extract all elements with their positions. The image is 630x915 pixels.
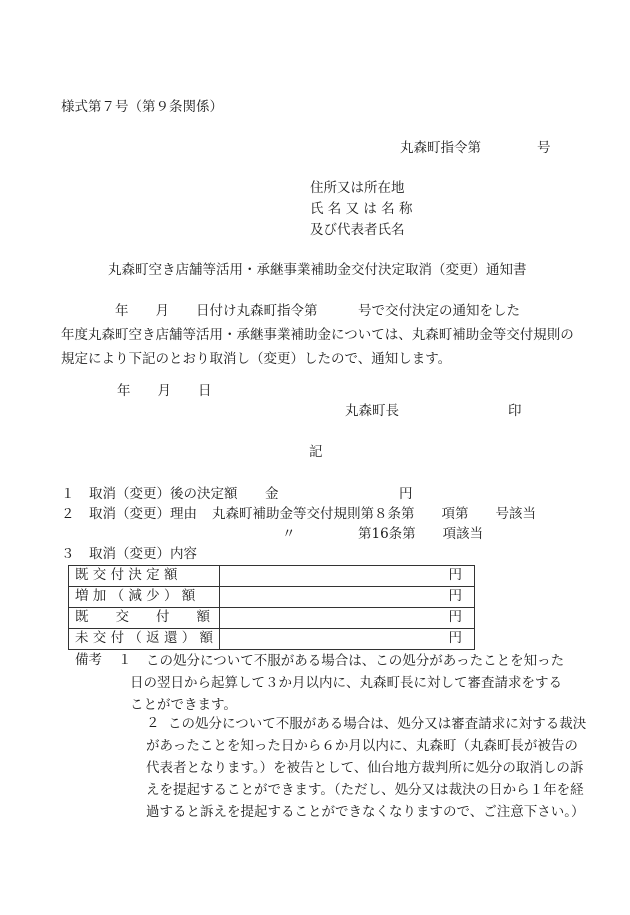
row-label-unpaid-refund: 未 交 付 （ 返 還 ） 額 [69, 629, 220, 650]
table-row [69, 608, 475, 629]
row-label-increase-decrease: 増 加 （ 減 少 ） 額 [69, 587, 220, 608]
item-1-number: １ [61, 486, 75, 502]
row-value-already-decided: 円 [220, 566, 475, 587]
doc-number-suffix: 号 [537, 140, 551, 156]
item-1-kin: 金 [265, 486, 279, 502]
recipient-representative-label: 及び代表者氏名 [310, 222, 405, 238]
item-2-ditto-mark: 〃 [282, 526, 296, 542]
item-3-number: ３ [61, 546, 75, 562]
item-1-yen: 円 [399, 486, 413, 502]
table-row [69, 587, 475, 608]
body-line-3: 規定により下記のとおり取消し（変更）したので、通知します。 [61, 351, 452, 367]
amount-table [68, 565, 475, 650]
row-value-already-paid: 円 [220, 608, 475, 629]
issuer-name: 丸森町長 [345, 403, 399, 419]
table-row [69, 629, 475, 650]
item-2-number: ２ [61, 506, 75, 522]
remark-1-number: １ [118, 652, 132, 668]
item-3-label: 取消（変更）内容 [89, 546, 197, 562]
remark-1-line-3: ことができます。 [130, 697, 237, 713]
recipient-name-label: 氏 名 又 は 名 称 [310, 201, 413, 217]
row-label-already-decided: 既 交 付 決 定 額 [69, 566, 220, 587]
item-1-label: 取消（変更）後の決定額 [89, 486, 238, 502]
doc-number-prefix: 丸森町指令第 [400, 140, 481, 156]
remarks-heading: 備考 [75, 652, 102, 668]
row-value-unpaid-refund: 円 [220, 629, 475, 650]
remark-1-line-2: 日の翌日から起算して３か月以内に、丸森町長に対して審査請求をする [130, 675, 562, 691]
remark-2-number: ２ [146, 715, 160, 731]
form-label: 様式第７号（第９条関係） [61, 99, 223, 115]
remark-1-line-1: この処分について不服がある場合は、この処分があったことを知った [146, 653, 565, 669]
item-2-label: 取消（変更）理由 [89, 506, 197, 522]
remark-2-line-5: 過すると訴えを提起することができなくなりますので、ご注意下さい。） [146, 804, 585, 820]
document-title: 丸森町空き店舗等活用・承継事業補助金交付決定取消（変更）通知書 [108, 262, 527, 278]
remark-2-line-4: えを提起することができます。（ただし、処分又は裁決の日から１年を経 [146, 782, 584, 798]
recipient-address-label: 住所又は所在地 [310, 180, 405, 196]
body-paragraph [61, 299, 581, 371]
remark-2-line-1: この処分について不服がある場合は、処分又は審査請求に対する裁決 [168, 716, 587, 732]
row-value-increase-decrease: 円 [220, 587, 475, 608]
item-2-reason-1: 丸森町補助金等交付規則第８条第 項第 号該当 [212, 506, 536, 522]
item-2-reason-2: 第16条第 項該当 [358, 526, 484, 542]
seal-mark: 印 [508, 403, 522, 419]
remark-2-line-3: 代表者となります。）を被告として、仙台地方裁判所に処分の取消しの訴 [146, 760, 584, 776]
row-label-already-paid: 既 交 付 額 [69, 608, 220, 629]
issue-date: 年 月 日 [117, 383, 212, 399]
table-row [69, 566, 475, 587]
remark-2-line-2: があったことを知った日から６か月以内に、丸森町（丸森町長が被告の [146, 738, 578, 754]
body-line-1: 年 月 日付け丸森町指令第 号で交付決定の通知をした [61, 303, 520, 319]
body-line-2: 年度丸森町空き店舗等活用・承継事業補助金については、丸森町補助金等交付規則の [61, 327, 574, 343]
ki-heading: 記 [309, 444, 323, 460]
